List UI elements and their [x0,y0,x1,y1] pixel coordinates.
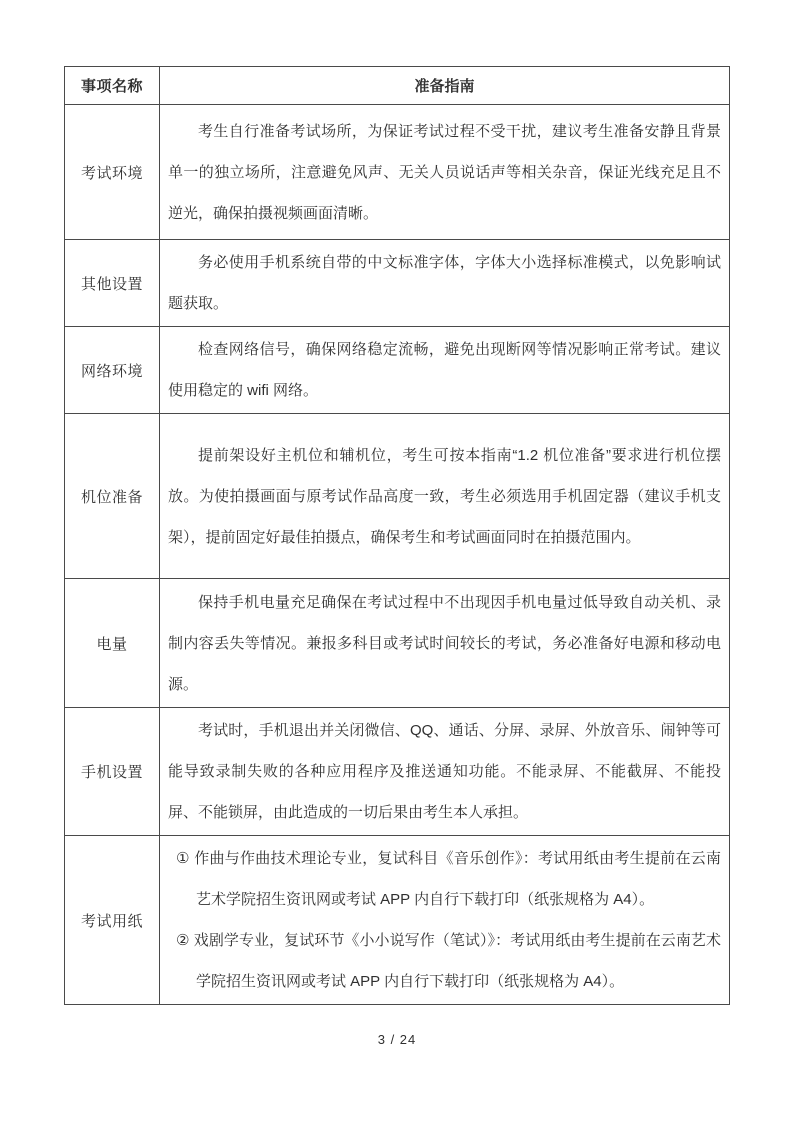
row-guide-cell [160,708,730,836]
row-label: 考试环境 [65,105,160,240]
guide-text: 保持手机电量充足确保在考试过程中不出现因手机电量过低导致自动关机、录制内容丢失等情况。兼报多科目或考试时间较长的考试，务必准备好电源和移动电源。 [168,593,721,693]
guide-text: 考试时，手机退出并关闭微信、QQ、通话、分屏、录屏、外放音乐、闹钟等可能导致录制失败的各种应用程序及推送通知功能。不能录屏、不能截屏、不能投屏、不能锁屏，由此造成的一切后果由考生本人承担。 [168,722,721,821]
column-header-guide: 准备指南 [160,67,730,105]
table-row-network-environment [65,327,730,414]
guide-list-item [168,838,721,920]
preparation-guide-table [64,66,730,1005]
row-guide-cell [160,105,730,240]
guide-list-item [168,920,721,1002]
table-row-phone-settings [65,708,730,836]
table-row-exam-environment [65,105,730,240]
row-label: 电量 [65,579,160,708]
table-row-exam-paper [65,836,730,1005]
row-label: 机位准备 [65,414,160,579]
row-label: 手机设置 [65,708,160,836]
table-row-camera-position [65,414,730,579]
guide-text: 考生自行准备考试场所，为保证考试过程不受干扰，建议考生准备安静且背景单一的独立场所，注意避免风声、无关人员说话声等相关杂音，保证光线充足且不逆光，确保拍摄视频画面清晰。 [168,122,721,222]
guide-text: 检查网络信号，确保网络稳定流畅，避免出现断网等情况影响正常考试。建议使用稳定的 wifi 网络。 [168,341,721,399]
row-guide-cell [160,579,730,708]
row-guide-cell [160,414,730,579]
row-label: 其他设置 [65,240,160,327]
guide-text: 提前架设好主机位和辅机位，考生可按本指南“1.2 机位准备”要求进行机位摆放。为使拍摄画面与原考试作品高度一致，考生必须选用手机固定器（建议手机支架），提前固定好最佳拍摄点，确保考生和考试画面同时在拍摄范围内。 [168,446,721,546]
row-label: 考试用纸 [65,836,160,1005]
list-item-text: 戏剧学专业，复试环节《小小说写作（笔试）》：考试用纸由考生提前在云南艺术学院招生资讯网或考试 APP 内自行下载打印（纸张规格为 A4）。 [193,932,721,990]
guide-text: 务必使用手机系统自带的中文标准字体，字体大小选择标准模式，以免影响试题获取。 [168,254,721,312]
row-guide-cell [160,240,730,327]
row-guide-cell [160,836,730,1005]
list-item-marker: ① [176,850,190,867]
table-row-other-settings [65,240,730,327]
table-row-battery [65,579,730,708]
list-item-marker: ② [176,932,190,949]
row-guide-cell [160,327,730,414]
row-label: 网络环境 [65,327,160,414]
list-item-text: 作曲与作曲技术理论专业，复试科目《音乐创作》：考试用纸由考生提前在云南艺术学院招生资讯网或考试 APP 内自行下载打印（纸张规格为 A4）。 [194,850,722,908]
table-header-row [65,67,730,105]
column-header-item-name: 事项名称 [65,67,160,105]
page-number: 3 / 24 [377,1032,417,1047]
